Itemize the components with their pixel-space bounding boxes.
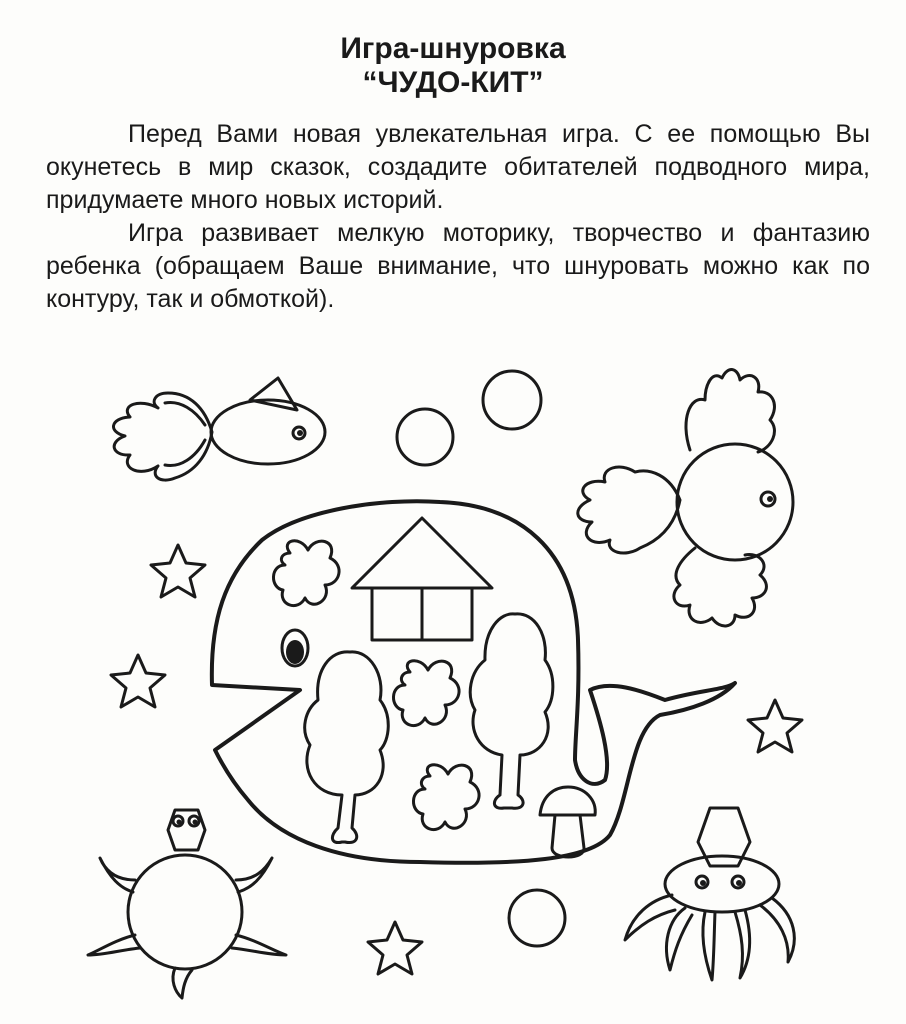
paragraph-benefits: Игра развивает мелкую моторику, творчество и фантазию ребенка (обращаем Ваше внимание, что шнуровать можно как по контуру, так и обмоткой). <box>46 219 870 313</box>
paragraph-intro: Перед Вами новая увлекательная игра. С ее помощью Вы окунетесь в мир сказок, создадите обитателей подводного мира, придумаете много новых историй. <box>46 120 870 214</box>
turtle-icon <box>88 810 286 998</box>
star-icon <box>111 655 165 707</box>
page-subtitle: “ЧУДО-КИТ” <box>362 66 544 99</box>
bubble-icon <box>397 409 453 465</box>
star-icon <box>151 545 205 597</box>
title-block <box>0 32 906 100</box>
octopus-icon <box>625 808 794 980</box>
bubble-icon <box>483 371 541 429</box>
fish-icon <box>114 378 325 480</box>
description <box>46 118 870 316</box>
page-title: Игра-шнуровка <box>340 32 566 65</box>
star-icon <box>368 922 422 974</box>
whale-icon <box>212 501 735 863</box>
bubble-icon <box>509 890 565 946</box>
star-icon <box>748 700 802 752</box>
bird-icon <box>578 370 793 626</box>
lacing-illustration <box>0 340 906 1024</box>
